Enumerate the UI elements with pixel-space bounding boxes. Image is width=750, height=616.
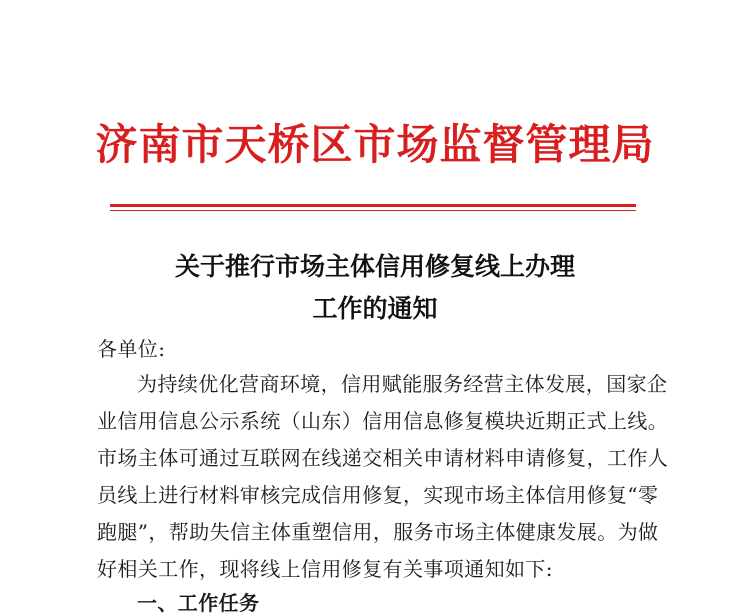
section-heading: 一、工作任务 [137, 591, 260, 615]
body-paragraph-line: 员线上进行材料审核完成信用修复，实现市场主体信用修复“零 [97, 483, 659, 507]
document-title-line-2: 工作的通知 [312, 294, 438, 323]
body-paragraph-line: 业信用信息公示系统（山东）信用信息修复模块近期正式上线。 [97, 409, 669, 433]
body-paragraph-line: 为持续优化营商环境，信用赋能服务经营主体发展，国家企 [137, 372, 668, 396]
salutation: 各单位: [97, 337, 166, 361]
body-paragraph-line: 市场主体可通过互联网在线递交相关申请材料申请修复，工作人 [97, 446, 669, 470]
document-title-line-1: 关于推行市场主体信用修复线上办理 [174, 252, 575, 281]
issuing-authority-header: 济南市天桥区市场监督管理局 [95, 120, 655, 169]
body-paragraph-line: 跑腿”，帮助失信主体重塑信用，服务市场主体健康发展。为做 [97, 520, 659, 544]
red-divider-thin [110, 210, 636, 211]
red-divider-thick [110, 204, 636, 207]
body-paragraph-line: 好相关工作，现将线上信用修复有关事项通知如下: [97, 557, 553, 581]
